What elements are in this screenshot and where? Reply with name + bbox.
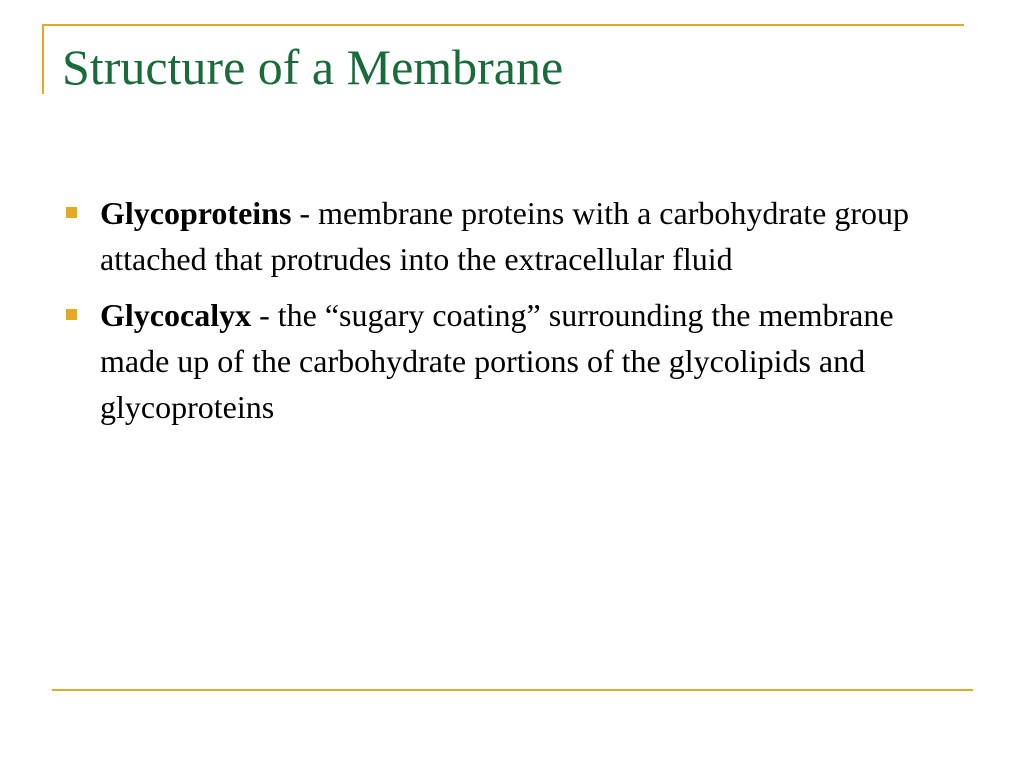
- bullet-list: [100, 190, 960, 440]
- bullet-item-glycoproteins: [100, 190, 960, 282]
- bullet-term: Glycocalyx: [100, 297, 252, 333]
- bullet-definition: - the “sugary coating” surrounding the membrane made up of the carbohydrate portions of the glycolipids and glycoproteins: [100, 297, 894, 425]
- square-bullet-icon: [66, 207, 77, 218]
- bullet-term: Glycoproteins: [100, 195, 292, 231]
- bottom-accent-line: [52, 689, 973, 691]
- square-bullet-icon: [66, 309, 77, 320]
- bullet-definition: - membrane proteins with a carbohydrate group attached that protrudes into the extracellular fluid: [100, 195, 909, 277]
- bullet-item-glycocalyx: [100, 292, 960, 430]
- top-accent-line: [42, 24, 964, 26]
- left-accent-line: [42, 24, 44, 94]
- slide-title: Structure of a Membrane: [62, 39, 564, 95]
